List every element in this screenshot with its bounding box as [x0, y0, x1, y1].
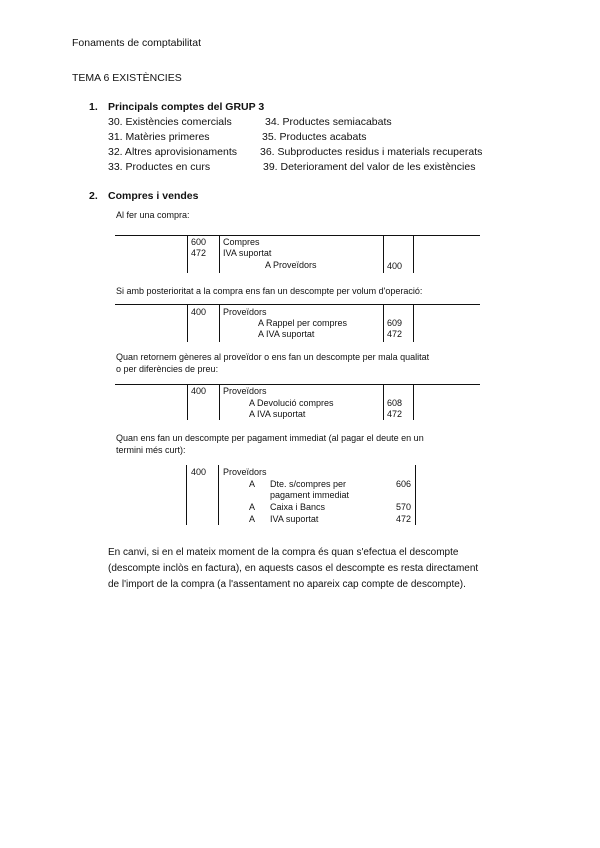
credit-account: A IVA suportat [249, 409, 306, 419]
debit-code: 472 [191, 248, 207, 258]
intro-purchase: Al fer una compra: [116, 210, 190, 220]
credit-code: 400 [387, 261, 403, 271]
intro-prompt-payment-b: termini més curt): [116, 445, 186, 455]
intro-prompt-payment-a: Quan ens fan un descompte per pagament immediat (al pagar el deute en un [116, 433, 424, 443]
intro-volume-discount: Si amb posterioritat a la compra ens fan un descompte per volum d'operació: [116, 286, 423, 296]
credit-code: 472 [387, 409, 403, 419]
closing-line-2: (descompte inclòs en factura), en aquests casos el descompte es resta directament [108, 563, 479, 574]
credit-account: Caixa i Bancs [270, 502, 326, 512]
account-33: 33. Productes en curs [108, 161, 211, 173]
account-31: 31. Matèries primeres [108, 131, 210, 143]
debit-account: Proveïdors [223, 467, 267, 477]
debit-account: Proveïdors [223, 386, 267, 396]
debit-code: 400 [191, 307, 207, 317]
credit-account-cont: pagament immediat [270, 490, 350, 500]
account-32: 32. Altres aprovisionaments [108, 146, 237, 158]
credit-account: A IVA suportat [258, 329, 315, 339]
credit-code: 472 [387, 329, 403, 339]
credit-code: 608 [387, 398, 403, 408]
credit-account: A Proveïdors [265, 260, 317, 270]
a-mark: A [249, 502, 256, 512]
section1-number: 1. [89, 101, 98, 113]
intro-returns-a: Quan retornem gèneres al proveïdor o ens fan un descompte per mala qualitat [116, 352, 430, 362]
account-30: 30. Existències comercials [108, 116, 232, 128]
section2-number: 2. [89, 190, 98, 202]
section1-title: Principals comptes del GRUP 3 [108, 101, 265, 113]
debit-account: Proveïdors [223, 307, 267, 317]
course-title: Fonaments de comptabilitat [72, 37, 201, 49]
credit-code: 472 [396, 514, 412, 524]
intro-returns-b: o per diferències de preu: [116, 364, 219, 374]
debit-account: Compres [223, 237, 260, 247]
account-35: 35. Productes acabats [262, 131, 367, 143]
debit-code: 400 [191, 386, 207, 396]
debit-account: IVA suportat [223, 248, 272, 258]
a-mark: A [249, 514, 256, 524]
debit-code: 600 [191, 237, 207, 247]
account-39: 39. Deteriorament del valor de les existències [263, 161, 476, 173]
account-36: 36. Subproductes residus i materials recuperats [260, 146, 483, 158]
section2-title: Compres i vendes [108, 190, 199, 202]
closing-line-1: En canvi, si en el mateix moment de la compra és quan s'efectua el descompte [108, 547, 459, 558]
credit-account: A Rappel per compres [258, 318, 348, 328]
closing-line-3: de l'import de la compra (a l'assentament no apareix cap compte de descompte). [108, 579, 466, 590]
credit-code: 606 [396, 479, 412, 489]
credit-code: 609 [387, 318, 403, 328]
credit-account: IVA suportat [270, 514, 319, 524]
credit-account: Dte. s/compres per [270, 479, 347, 489]
credit-account: A Devolució compres [249, 398, 334, 408]
debit-code: 400 [191, 467, 207, 477]
account-34: 34. Productes semiacabats [265, 116, 392, 128]
a-mark: A [249, 479, 256, 489]
credit-code: 570 [396, 502, 412, 512]
topic-title: TEMA 6 EXISTÈNCIES [72, 72, 182, 84]
